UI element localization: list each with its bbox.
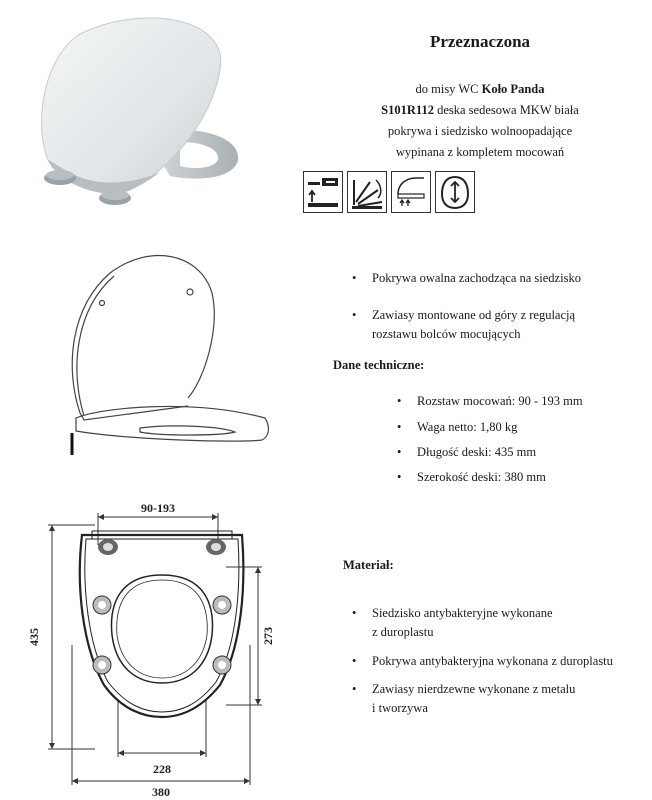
quick-release-icon (391, 171, 431, 213)
tech-list-1 (397, 392, 637, 411)
list-item: • Waga netto: 1,80 kg (397, 420, 518, 434)
list-item: • Siedzisko antybakteryjne wykonane z duroplastu (352, 606, 553, 639)
list-item: • Długość deski: 435 mm (397, 445, 537, 459)
list-item: • Pokrywa owalna zachodząca na siedzisko (352, 271, 581, 285)
list-item: • Rozstaw mocowań: 90 - 193 mm (397, 394, 583, 408)
material-list-3 (352, 680, 642, 718)
intro-line-1: do misy WC Koło Panda (415, 82, 545, 96)
dim-label-right: 273 (261, 627, 275, 645)
tech-list-2 (397, 418, 637, 437)
features-list-2 (352, 306, 642, 344)
intro-line-4: wypinana z kompletem mocowań (395, 145, 565, 159)
list-item: • Zawiasy montowane od góry z regulacją rozstawu bolców mocujących (352, 308, 576, 341)
material-heading: Materiał: (343, 558, 394, 572)
intro-line-2: S101R112 deska sedesowa MKW biała (381, 103, 579, 117)
features-list (352, 269, 642, 288)
dim-label-left: 435 (27, 628, 41, 646)
top-mount-wrench-icon (303, 171, 343, 213)
dimension-drawing (10, 495, 290, 800)
list-item: • Szerokość deski: 380 mm (397, 470, 546, 484)
product-photo (20, 10, 250, 210)
list-item: • Pokrywa antybakteryjna wykonana z duroplastu (352, 654, 613, 668)
dim-label-bottom-outer: 380 (152, 785, 170, 799)
tech-heading: Dane techniczne: (333, 358, 425, 372)
tech-list-3 (397, 443, 637, 462)
material-list-1 (352, 604, 642, 642)
product-title: Przeznaczona (429, 32, 531, 51)
material-list-2 (352, 652, 642, 671)
seat-removable-icon (435, 171, 475, 213)
dim-label-bottom-inner: 228 (153, 762, 171, 776)
side-view-drawing (40, 248, 280, 458)
intro-line-3: pokrywa i siedzisko wolnoopadające (387, 124, 573, 138)
tech-list-4 (397, 468, 637, 487)
dim-label-top: 90-193 (141, 501, 175, 515)
soft-close-icon (347, 171, 387, 213)
list-item: • Zawiasy nierdzewne wykonane z metalu i tworzywa (352, 682, 576, 715)
feature-icons (303, 171, 473, 215)
